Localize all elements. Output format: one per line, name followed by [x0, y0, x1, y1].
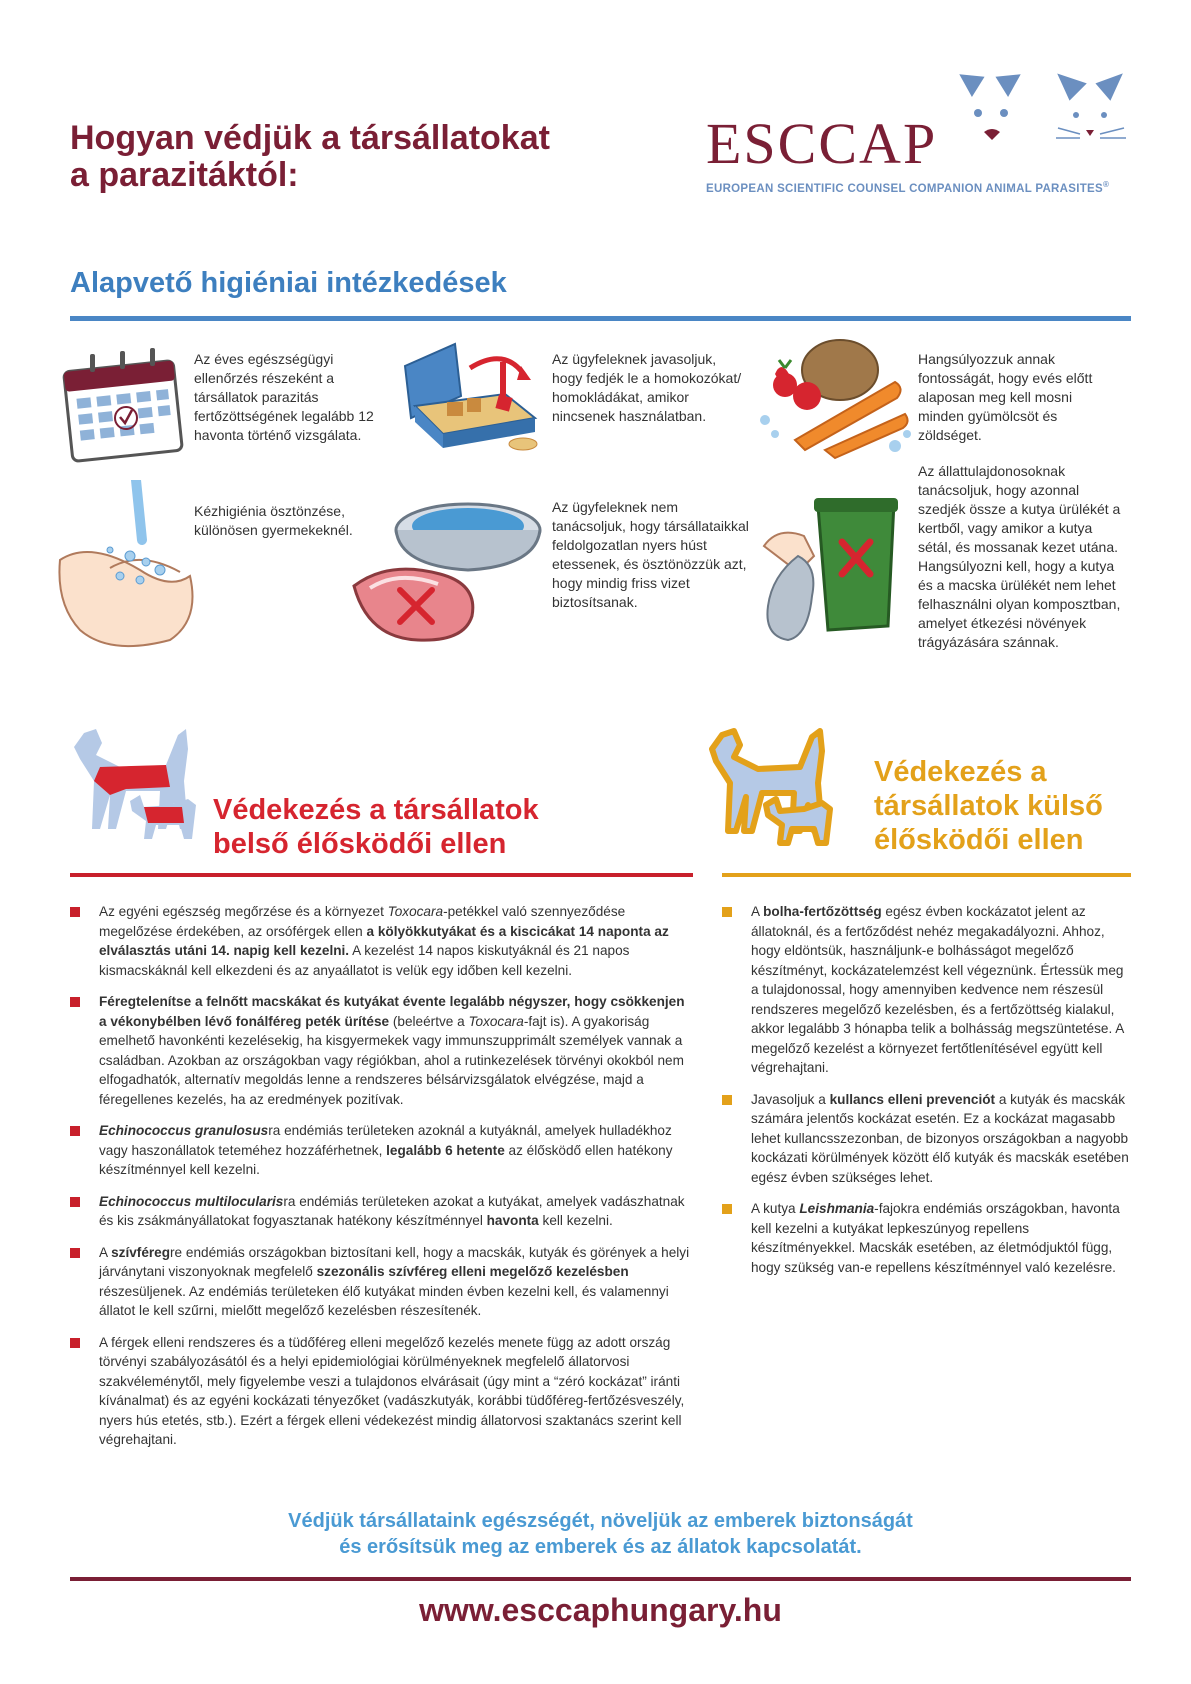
internal-divider — [70, 873, 693, 877]
list-item: Féregtelenítse a felnőtt macskákat és kutyákat évente legalább négyszer, hogy csökkenjen a vékonybélben lévő fonálféreg peték ürítése (beleértve a Toxocara-fajt is). A gyakoriság emelhető havonkénti kezelésekig, ha kisgyermekek vagy immunszupprimált személyek vannak a családban. Azokban az országokban vagy régiókban, ahol a rutinkezelések törvényi okokból nem elfogadhatók, alternatív megoldás lenne a rendszeres bélsárvizsgálatok elvégzése, majd a féregellenes kezelés, ha az eredmények pozitívak. — [70, 992, 690, 1109]
waste-bin-icon — [758, 486, 908, 656]
hygiene-text-6: Az állattulajdonosoknak tanácsoljuk, hogy azonnal szedjék össze a kutya ürülékét a kertből, vagy amikor a kutya sétál, és mossanak kezet utána. Hangsúlyozni kell, hogy a kutya és a macska ürülékét nem lehet felhasználni olyan komposztban, amelyet étkezési növények trágyázására szánnak. — [918, 463, 1121, 650]
hygiene-text-5: Az ügyfeleknek nem tanácsoljuk, hogy társállataikkal feldolgozatlan nyers húst etessenek, és ösztönözzük azt, hogy mindig friss vizet biztosítsanak. — [552, 499, 749, 610]
hygiene-text-2: Az ügyfeleknek javasoljuk, hogy fedjék le a homokozókat/ homokládákat, amikor nincsenek használatban. — [552, 351, 742, 424]
list-item: Az egyéni egészség megőrzése és a környezet Toxocara-petékkel való szennyeződése megelőzése érdekében, az orsóférgek ellen a kölyökkutyákat és a kiscicákat 14 naponta az elválasztás utáni 14. napig kell kezelni. A kezelést 14 napos kiskutyáknál és 21 napos kismacskáknál kell elkezdeni és az anyaállatot is velük egy időben kell kezelni. — [70, 902, 690, 980]
list-item: A szívféregre endémiás országokban biztosítani kell, hogy a macskák, kutyák és görények a helyi járványtani viszonyoknak megfelelő szezonális szívféreg elleni megelőző kezelésben részesüljenek. Az endémiás területeken élő kutyákat minden évben kezelni kell, és valamennyi állatot le kell szűrni, mielőtt megelőző kezelésben részesítenék. — [70, 1243, 690, 1321]
list-item: Javasoljuk a kullancs elleni prevenciót a kutyák és macskák számára jelentős kockázat esetén. Ez a kockázat magasabb lehet kullancsszezonban, de bizonyos országokban a nagyobb kockázati körülmények között élő kutyák és macskák esetében egész évben szükséges lehet. — [722, 1090, 1132, 1188]
bullet-square — [70, 997, 80, 1007]
dog-cat-external-icon — [708, 725, 838, 855]
calendar-icon — [60, 344, 190, 464]
internal-heading: Védekezés a társállatok belső élősködői ellen — [213, 794, 539, 860]
list-item: A kutya Leishmania-fajokra endémiás országokban, havonta kell kezelni a kutyákat lepkeszúnyog repellens készítményekkel. Macskák esetében, az életmódjuktól függ, hogy szükség van-e repellens készítménnyel való kezelésre. — [722, 1199, 1132, 1277]
external-bullet-list — [722, 902, 1132, 1289]
hygiene-heading: Alapvető higiéniai intézkedések — [70, 267, 507, 299]
bullet-square — [70, 1248, 80, 1258]
bullet-square — [70, 1126, 80, 1136]
internal-bullet-list — [70, 902, 690, 1462]
dog-cat-internal-icon — [70, 725, 205, 845]
list-item: A bolha-fertőzöttség egész évben kockázatot jelent az állatoknál, és a fertőződést nehéz megakadályozni. Ahhoz, hogy eldöntsük, használjunk-e bolhásságot megelőző készítményt, kockázatelemzést kell végeznünk. Értessük meg a tulajdonossal, hogy amennyiben kedvence nem részesül rendszeres megelőző kezelésben, és a fertőzöttség kialakul, akkor legalább 3 hónapba telik a bolhásság megszüntetése. A megelőző kezelést a környezet fertőtlenítésével együtt kell végrehajtani. — [722, 902, 1132, 1078]
footer-message: Védjük társállataink egészségét, növeljük az emberek biztonságát és erősítsük meg az emberek és az állatok kapcsolatát. — [288, 1510, 913, 1558]
bullet-square — [70, 1197, 80, 1207]
bullet-square — [722, 1095, 732, 1105]
list-item: Echinococcus multilocularisra endémiás területeken azokat a kutyákat, amelyek vadászhatnak és kis zsákmányállatokat fogyasztanak hatékony készítménnyel havonta kell kezelni. — [70, 1192, 690, 1231]
bullet-square — [70, 1338, 80, 1348]
hygiene-text-3: Hangsúlyozzuk annak fontosságát, hogy evés előtt alaposan meg kell mosni minden gyümölcsöt és zöldséget. — [918, 351, 1093, 443]
vegetables-icon — [745, 330, 915, 460]
raw-meat-water-bowl-icon — [348, 490, 548, 650]
footer-divider — [70, 1577, 1131, 1581]
bullet-square — [70, 907, 80, 917]
hygiene-text-1: Az éves egészségügyi ellenőrzés részeként a társállatok parazitás fertőzöttségének legalább 12 havonta történő vizsgálata. — [194, 351, 374, 443]
page-title: Hogyan védjük a társállatokat a parazitáktól: — [70, 119, 550, 194]
hygiene-text-4: Kézhigiénia ösztönzése, különösen gyermekeknél. — [194, 503, 353, 538]
logo-subtitle: EUROPEAN SCIENTIFIC COUNSEL COMPANION ANIMAL PARASITES® — [706, 180, 1110, 195]
external-divider — [722, 873, 1131, 877]
external-heading: Védekezés a társállatok külső élősködői ellen — [874, 756, 1103, 856]
website-link[interactable]: www.esccaphungary.hu — [419, 1592, 782, 1628]
dog-cat-logo-icon — [950, 68, 1130, 168]
list-item: Echinococcus granulosusra endémiás területeken azoknál a kutyáknál, amelyek hulladékhoz vagy haszonállatok teteméhez hozzáférhetnek, legalább 6 hetente az élősködő ellen hatékony készítménnyel kell kezelni. — [70, 1121, 690, 1180]
bullet-square — [722, 907, 732, 917]
bullet-square — [722, 1204, 732, 1214]
hygiene-divider — [70, 316, 1131, 321]
logo-wordmark: ESCCAP — [706, 111, 938, 176]
handwash-icon — [50, 480, 210, 660]
sandbox-icon — [395, 336, 545, 456]
list-item: A férgek elleni rendszeres és a tüdőféreg elleni megelőző kezelés menete függ az adott ország törvényi szabályozásától és a helyi epidemiológiai körülményeknek megfelelő állatorvosi szakvéleménytől, mely figyelembe veszi a tulajdonos elvárásait (úgy mint a “zéró kockázat” iránti kívánalmat) és az egyéni kockázati tényezőket (vadászkutyák, korábbi tüdőféreg-fertőzésveszély, nyers hús etetés, stb.). Ezért a férgek elleni védekezést mindig állatorvosi szaktanács szerint kell végrehajtani. — [70, 1333, 690, 1450]
